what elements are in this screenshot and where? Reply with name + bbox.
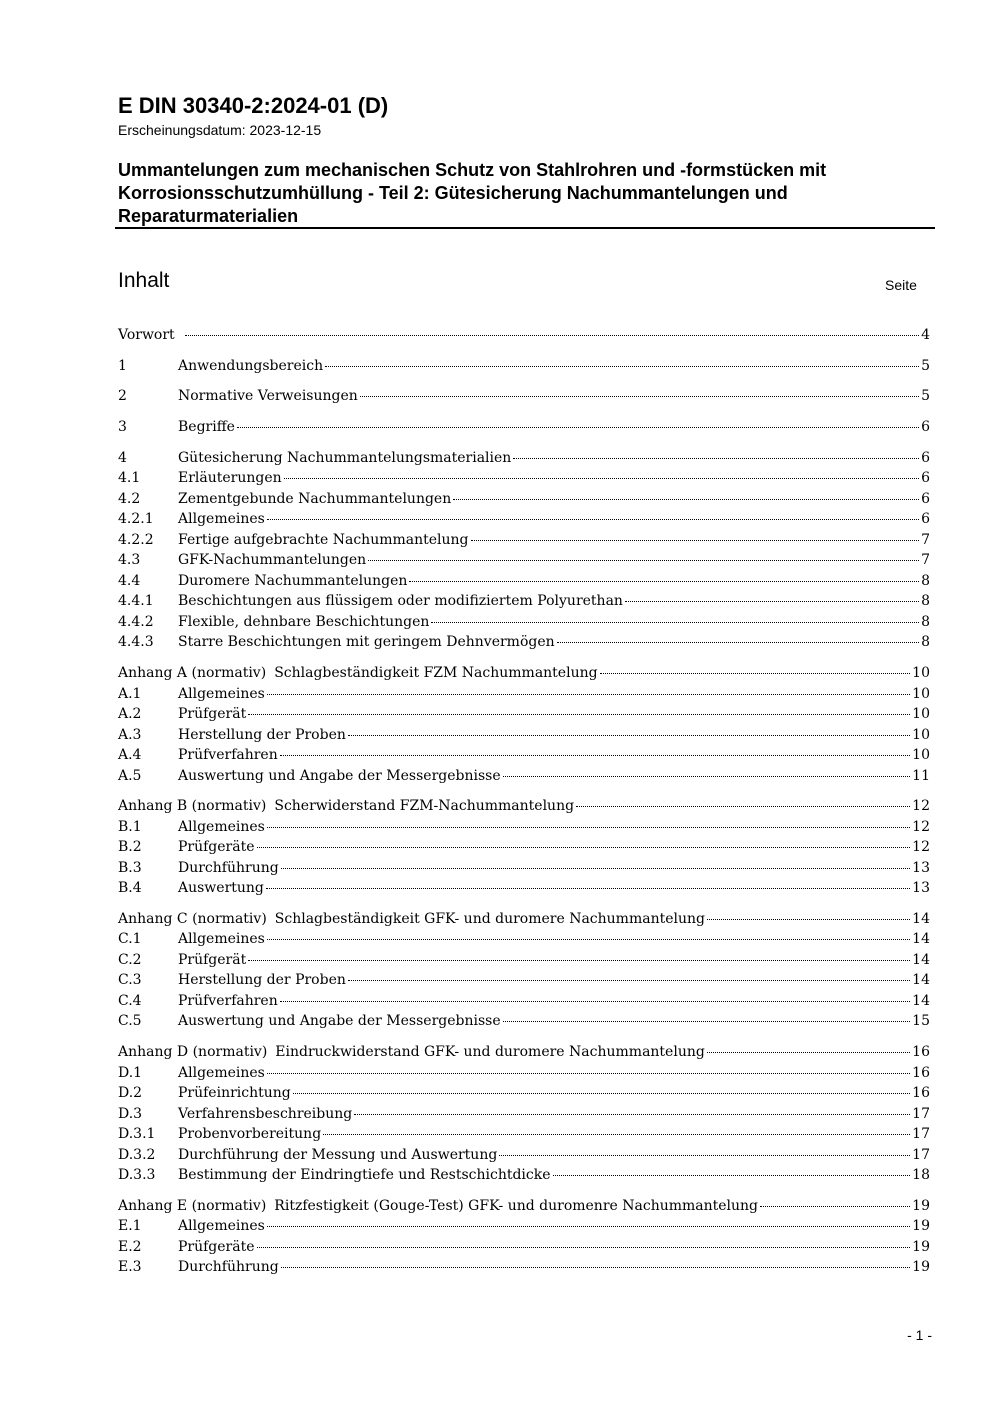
toc-entry[interactable] xyxy=(118,632,930,652)
toc-entry-page: 18 xyxy=(912,1167,930,1183)
toc-entry-page: 17 xyxy=(912,1106,930,1122)
toc-dot-leader xyxy=(323,1134,910,1135)
publication-date: Erscheinungsdatum: 2023-12-15 xyxy=(118,122,322,138)
toc-entry-number: Anhang E (normativ) xyxy=(118,1198,267,1214)
toc-entry-number: A.5 xyxy=(118,768,142,784)
toc-entry[interactable] xyxy=(118,663,930,683)
toc-dot-leader xyxy=(354,1114,910,1115)
toc-dot-leader xyxy=(348,735,910,736)
toc-entry[interactable] xyxy=(118,796,930,816)
toc-dot-leader xyxy=(237,427,919,428)
toc-entry-page: 6 xyxy=(921,419,930,435)
toc-dot-leader xyxy=(248,960,910,961)
toc-entry[interactable] xyxy=(118,1237,930,1257)
toc-entry-title: Zementgebunde Nachummantelungen xyxy=(178,491,452,507)
toc-entry-page: 8 xyxy=(921,573,930,589)
toc-entry-title: Herstellung der Proben xyxy=(178,972,346,988)
toc-entry-number: A.1 xyxy=(118,686,142,702)
toc-dot-leader xyxy=(267,827,910,828)
toc-entry[interactable] xyxy=(118,1063,930,1083)
toc-dot-leader xyxy=(348,980,910,981)
toc-entry-title: Starre Beschichtungen mit geringem Dehnvermögen xyxy=(178,634,555,650)
toc-entry-page: 16 xyxy=(912,1085,930,1101)
toc-dot-leader xyxy=(267,939,910,940)
toc-entry-title: Eindruckwiderstand GFK- und duromere Nachummantelung xyxy=(275,1044,705,1060)
toc-entry[interactable] xyxy=(118,612,930,632)
toc-entry-title: Begriffe xyxy=(178,419,235,435)
toc-entry-page: 4 xyxy=(921,327,930,343)
toc-entry-page: 14 xyxy=(912,911,930,927)
toc-dot-leader xyxy=(267,519,919,520)
toc-dot-leader xyxy=(257,1247,911,1248)
toc-entry[interactable] xyxy=(118,1083,930,1103)
toc-entry-page: 5 xyxy=(921,388,930,404)
toc-dot-leader xyxy=(266,888,910,889)
toc-dot-leader xyxy=(409,581,919,582)
toc-entry[interactable] xyxy=(118,386,930,406)
toc-entry[interactable] xyxy=(118,1216,930,1236)
toc-entry-title: Flexible, dehnbare Beschichtungen xyxy=(178,614,430,630)
toc-entry-title: Beschichtungen aus flüssigem oder modifiziertem Polyurethan xyxy=(178,593,623,609)
toc-dot-leader xyxy=(248,714,910,715)
toc-dot-leader xyxy=(281,868,910,869)
toc-entry-number: A.3 xyxy=(118,727,142,743)
toc-entry[interactable] xyxy=(118,950,930,970)
toc-entry-number: 4.2.2 xyxy=(118,532,154,548)
toc-heading: Inhalt xyxy=(118,269,170,292)
toc-entry-page: 10 xyxy=(912,747,930,763)
toc-entry[interactable] xyxy=(118,325,930,345)
toc-entry-number: 3 xyxy=(118,419,127,435)
toc-dot-leader xyxy=(503,1021,911,1022)
toc-entry[interactable] xyxy=(118,591,930,611)
toc-entry-title: Allgemeines xyxy=(178,511,265,527)
toc-entry-page: 19 xyxy=(912,1259,930,1275)
toc-entry[interactable] xyxy=(118,417,930,437)
toc-entry-page: 6 xyxy=(921,470,930,486)
toc-dot-leader xyxy=(293,1093,910,1094)
toc-dot-leader xyxy=(368,560,919,561)
toc-entry-page: 15 xyxy=(912,1013,930,1029)
toc-entry-title: Durchführung xyxy=(178,1259,279,1275)
toc-dot-leader xyxy=(625,601,919,602)
toc-entry-title: Probenvorbereitung xyxy=(178,1126,322,1142)
toc-entry-number: 4.2.1 xyxy=(118,511,154,527)
toc-entry[interactable] xyxy=(118,509,930,529)
toc-dot-leader xyxy=(325,366,919,367)
toc-entry-number: B.2 xyxy=(118,839,142,855)
toc-entry-title: Auswertung und Angabe der Messergebnisse xyxy=(178,768,501,784)
toc-entry[interactable] xyxy=(118,1042,930,1062)
toc-entry[interactable] xyxy=(118,468,930,488)
toc-entry[interactable] xyxy=(118,878,930,898)
toc-entry-page: 10 xyxy=(912,727,930,743)
toc-entry-title: Durchführung xyxy=(178,860,279,876)
document-id: E DIN 30340-2:2024-01 (D) xyxy=(118,93,389,118)
toc-entry-page: 7 xyxy=(921,532,930,548)
toc-dot-leader xyxy=(267,694,910,695)
toc-entry-title: Prüfeinrichtung xyxy=(178,1085,291,1101)
toc-entry-number: 4.3 xyxy=(118,552,141,568)
toc-entry-title: Prüfgeräte xyxy=(178,1239,255,1255)
toc-dot-leader xyxy=(284,478,919,479)
toc-entry-page: 8 xyxy=(921,634,930,650)
toc-dot-leader xyxy=(600,673,911,674)
toc-entry[interactable] xyxy=(118,489,930,509)
toc-entry-page: 19 xyxy=(912,1198,930,1214)
toc-entry-number: 1 xyxy=(118,358,127,374)
toc-entry-number: 4.1 xyxy=(118,470,141,486)
toc-dot-leader xyxy=(707,919,910,920)
toc-entry-number: B.3 xyxy=(118,860,142,876)
toc-entry[interactable] xyxy=(118,530,930,550)
toc-entry[interactable] xyxy=(118,1104,930,1124)
toc-entry-page: 7 xyxy=(921,552,930,568)
toc-entry-number: E.3 xyxy=(118,1259,142,1275)
toc-entry-number: C.4 xyxy=(118,993,142,1009)
toc-entry-title: Prüfverfahren xyxy=(178,747,278,763)
toc-dot-leader xyxy=(185,335,919,336)
toc-entry-page: 14 xyxy=(912,931,930,947)
toc-entry-page: 19 xyxy=(912,1239,930,1255)
table-of-contents xyxy=(118,0,930,1403)
toc-dot-leader xyxy=(471,540,920,541)
toc-entry-number: E.2 xyxy=(118,1239,142,1255)
toc-entry[interactable] xyxy=(118,970,930,990)
toc-entry-title: Allgemeines xyxy=(178,1065,265,1081)
toc-entry[interactable] xyxy=(118,1145,930,1165)
toc-entry-number: 4.2 xyxy=(118,491,141,507)
toc-entry[interactable] xyxy=(118,1165,930,1185)
toc-page-label: Seite xyxy=(885,277,917,293)
document-title: Ummantelungen zum mechanischen Schutz von Stahlrohren und -formstücken mit Korrosionsschutzumhüllung - Teil 2: Gütesicherung Nachummantelungen und Reparaturmaterialien xyxy=(118,160,827,226)
toc-dot-leader xyxy=(553,1175,911,1176)
toc-dot-leader xyxy=(280,1001,910,1002)
toc-entry-title: Schlagbeständigkeit GFK- und duromere Nachummantelung xyxy=(274,911,705,927)
toc-entry-title: Auswertung xyxy=(178,880,264,896)
toc-entry-number: A.4 xyxy=(118,747,142,763)
toc-entry-title: Prüfgeräte xyxy=(178,839,255,855)
toc-entry-number: 2 xyxy=(118,388,127,404)
toc-entry[interactable] xyxy=(118,571,930,591)
toc-entry-title: Allgemeines xyxy=(178,819,265,835)
toc-entry-page: 12 xyxy=(912,819,930,835)
toc-entry[interactable] xyxy=(118,766,930,786)
toc-entry-page: 12 xyxy=(912,839,930,855)
toc-entry-title: Scherwiderstand FZM-Nachummantelung xyxy=(274,798,575,814)
toc-entry-title: Auswertung und Angabe der Messergebnisse xyxy=(178,1013,501,1029)
toc-entry-number: D.3.1 xyxy=(118,1126,156,1142)
toc-entry[interactable] xyxy=(118,356,930,376)
toc-entry-page: 11 xyxy=(912,768,930,784)
toc-entry-page: 14 xyxy=(912,952,930,968)
toc-entry-number: C.5 xyxy=(118,1013,142,1029)
toc-entry-page: 16 xyxy=(912,1065,930,1081)
toc-entry-number: B.1 xyxy=(118,819,142,835)
toc-entry-number: 4.4.2 xyxy=(118,614,154,630)
toc-dot-leader xyxy=(503,776,911,777)
toc-entry-title: GFK-Nachummantelungen xyxy=(178,552,367,568)
toc-entry-number: D.2 xyxy=(118,1085,143,1101)
toc-entry[interactable] xyxy=(118,448,930,468)
toc-entry-page: 6 xyxy=(921,450,930,466)
toc-entry-number: 4.4 xyxy=(118,573,141,589)
toc-entry[interactable] xyxy=(118,991,930,1011)
toc-entry-page: 8 xyxy=(921,593,930,609)
toc-entry-title: Verfahrensbeschreibung xyxy=(178,1106,353,1122)
toc-dot-leader xyxy=(513,458,919,459)
toc-entry-number: C.3 xyxy=(118,972,142,988)
toc-entry-page: 17 xyxy=(912,1126,930,1142)
toc-entry-title: Normative Verweisungen xyxy=(178,388,358,404)
toc-entry-title: Duromere Nachummantelungen xyxy=(178,573,408,589)
toc-entry[interactable] xyxy=(118,858,930,878)
toc-entry[interactable] xyxy=(118,1011,930,1031)
toc-entry[interactable] xyxy=(118,1124,930,1144)
toc-entry-title: Gütesicherung Nachummantelungsmaterialien xyxy=(178,450,512,466)
toc-dot-leader xyxy=(280,755,910,756)
toc-dot-leader xyxy=(499,1155,910,1156)
toc-entry[interactable] xyxy=(118,929,930,949)
toc-entry-title: Prüfgerät xyxy=(178,706,247,722)
toc-entry-page: 6 xyxy=(921,491,930,507)
toc-entry-number: 4 xyxy=(118,450,127,466)
toc-entry-page: 14 xyxy=(912,972,930,988)
toc-entry-number: Anhang C (normativ) xyxy=(118,911,267,927)
toc-dot-leader xyxy=(760,1206,910,1207)
toc-entry-number: E.1 xyxy=(118,1218,142,1234)
toc-entry-number: A.2 xyxy=(118,706,142,722)
toc-entry-page: 13 xyxy=(912,860,930,876)
toc-entry-number: 4.4.3 xyxy=(118,634,154,650)
toc-dot-leader xyxy=(431,622,919,623)
toc-entry-number: B.4 xyxy=(118,880,142,896)
toc-entry[interactable] xyxy=(118,817,930,837)
toc-entry-title: Durchführung der Messung und Auswertung xyxy=(178,1147,498,1163)
toc-entry-title: Allgemeines xyxy=(178,931,265,947)
toc-entry[interactable] xyxy=(118,1257,930,1277)
toc-entry-title: Ritzfestigkeit (Gouge-Test) GFK- und duromenre Nachummantelung xyxy=(274,1198,759,1214)
toc-entry-number: D.3.3 xyxy=(118,1167,156,1183)
toc-entry-page: 17 xyxy=(912,1147,930,1163)
toc-entry-page: 16 xyxy=(912,1044,930,1060)
toc-entry-number: Anhang B (normativ) xyxy=(118,798,267,814)
toc-entry[interactable] xyxy=(118,725,930,745)
toc-entry-number: C.2 xyxy=(118,952,142,968)
toc-entry-number: D.1 xyxy=(118,1065,143,1081)
toc-entry-number: Anhang D (normativ) xyxy=(118,1044,268,1060)
toc-entry-page: 19 xyxy=(912,1218,930,1234)
toc-entry[interactable] xyxy=(118,1196,930,1216)
toc-entry-number: D.3.2 xyxy=(118,1147,156,1163)
toc-entry-title: Allgemeines xyxy=(178,1218,265,1234)
toc-entry-page: 12 xyxy=(912,798,930,814)
toc-entry[interactable] xyxy=(118,837,930,857)
toc-entry-title: Fertige aufgebrachte Nachummantelung xyxy=(178,532,469,548)
toc-dot-leader xyxy=(453,499,919,500)
toc-entry-title: Prüfverfahren xyxy=(178,993,278,1009)
toc-entry-title: Anwendungsbereich xyxy=(178,358,324,374)
toc-dot-leader xyxy=(360,396,919,397)
toc-dot-leader xyxy=(267,1226,910,1227)
toc-entry-page: 6 xyxy=(921,511,930,527)
toc-entry[interactable] xyxy=(118,684,930,704)
toc-entry-number: Vorwort xyxy=(118,327,175,343)
toc-entry[interactable] xyxy=(118,745,930,765)
toc-entry-title: Erläuterungen xyxy=(178,470,282,486)
toc-dot-leader xyxy=(707,1052,910,1053)
toc-entry-page: 10 xyxy=(912,706,930,722)
toc-entry[interactable] xyxy=(118,909,930,929)
toc-entry-title: Herstellung der Proben xyxy=(178,727,346,743)
toc-entry-number: D.3 xyxy=(118,1106,143,1122)
toc-dot-leader xyxy=(557,642,919,643)
toc-entry-page: 8 xyxy=(921,614,930,630)
toc-dot-leader xyxy=(576,806,910,807)
page-number: - 1 - xyxy=(907,1327,932,1343)
toc-entry-page: 5 xyxy=(921,358,930,374)
toc-entry[interactable] xyxy=(118,550,930,570)
toc-entry-title: Prüfgerät xyxy=(178,952,247,968)
toc-entry-title: Allgemeines xyxy=(178,686,265,702)
toc-entry-page: 10 xyxy=(912,665,930,681)
toc-entry[interactable] xyxy=(118,704,930,724)
toc-dot-leader xyxy=(257,847,911,848)
toc-entry-number: 4.4.1 xyxy=(118,593,154,609)
toc-entry-number: Anhang A (normativ) xyxy=(118,665,267,681)
toc-entry-title: Bestimmung der Eindringtiefe und Restschichtdicke xyxy=(178,1167,551,1183)
toc-entry-page: 14 xyxy=(912,993,930,1009)
toc-entry-title: Schlagbeständigkeit FZM Nachummantelung xyxy=(274,665,598,681)
toc-entry-number: C.1 xyxy=(118,931,142,947)
toc-entry-page: 10 xyxy=(912,686,930,702)
toc-entry-page: 13 xyxy=(912,880,930,896)
toc-dot-leader xyxy=(281,1267,910,1268)
toc-dot-leader xyxy=(267,1073,910,1074)
